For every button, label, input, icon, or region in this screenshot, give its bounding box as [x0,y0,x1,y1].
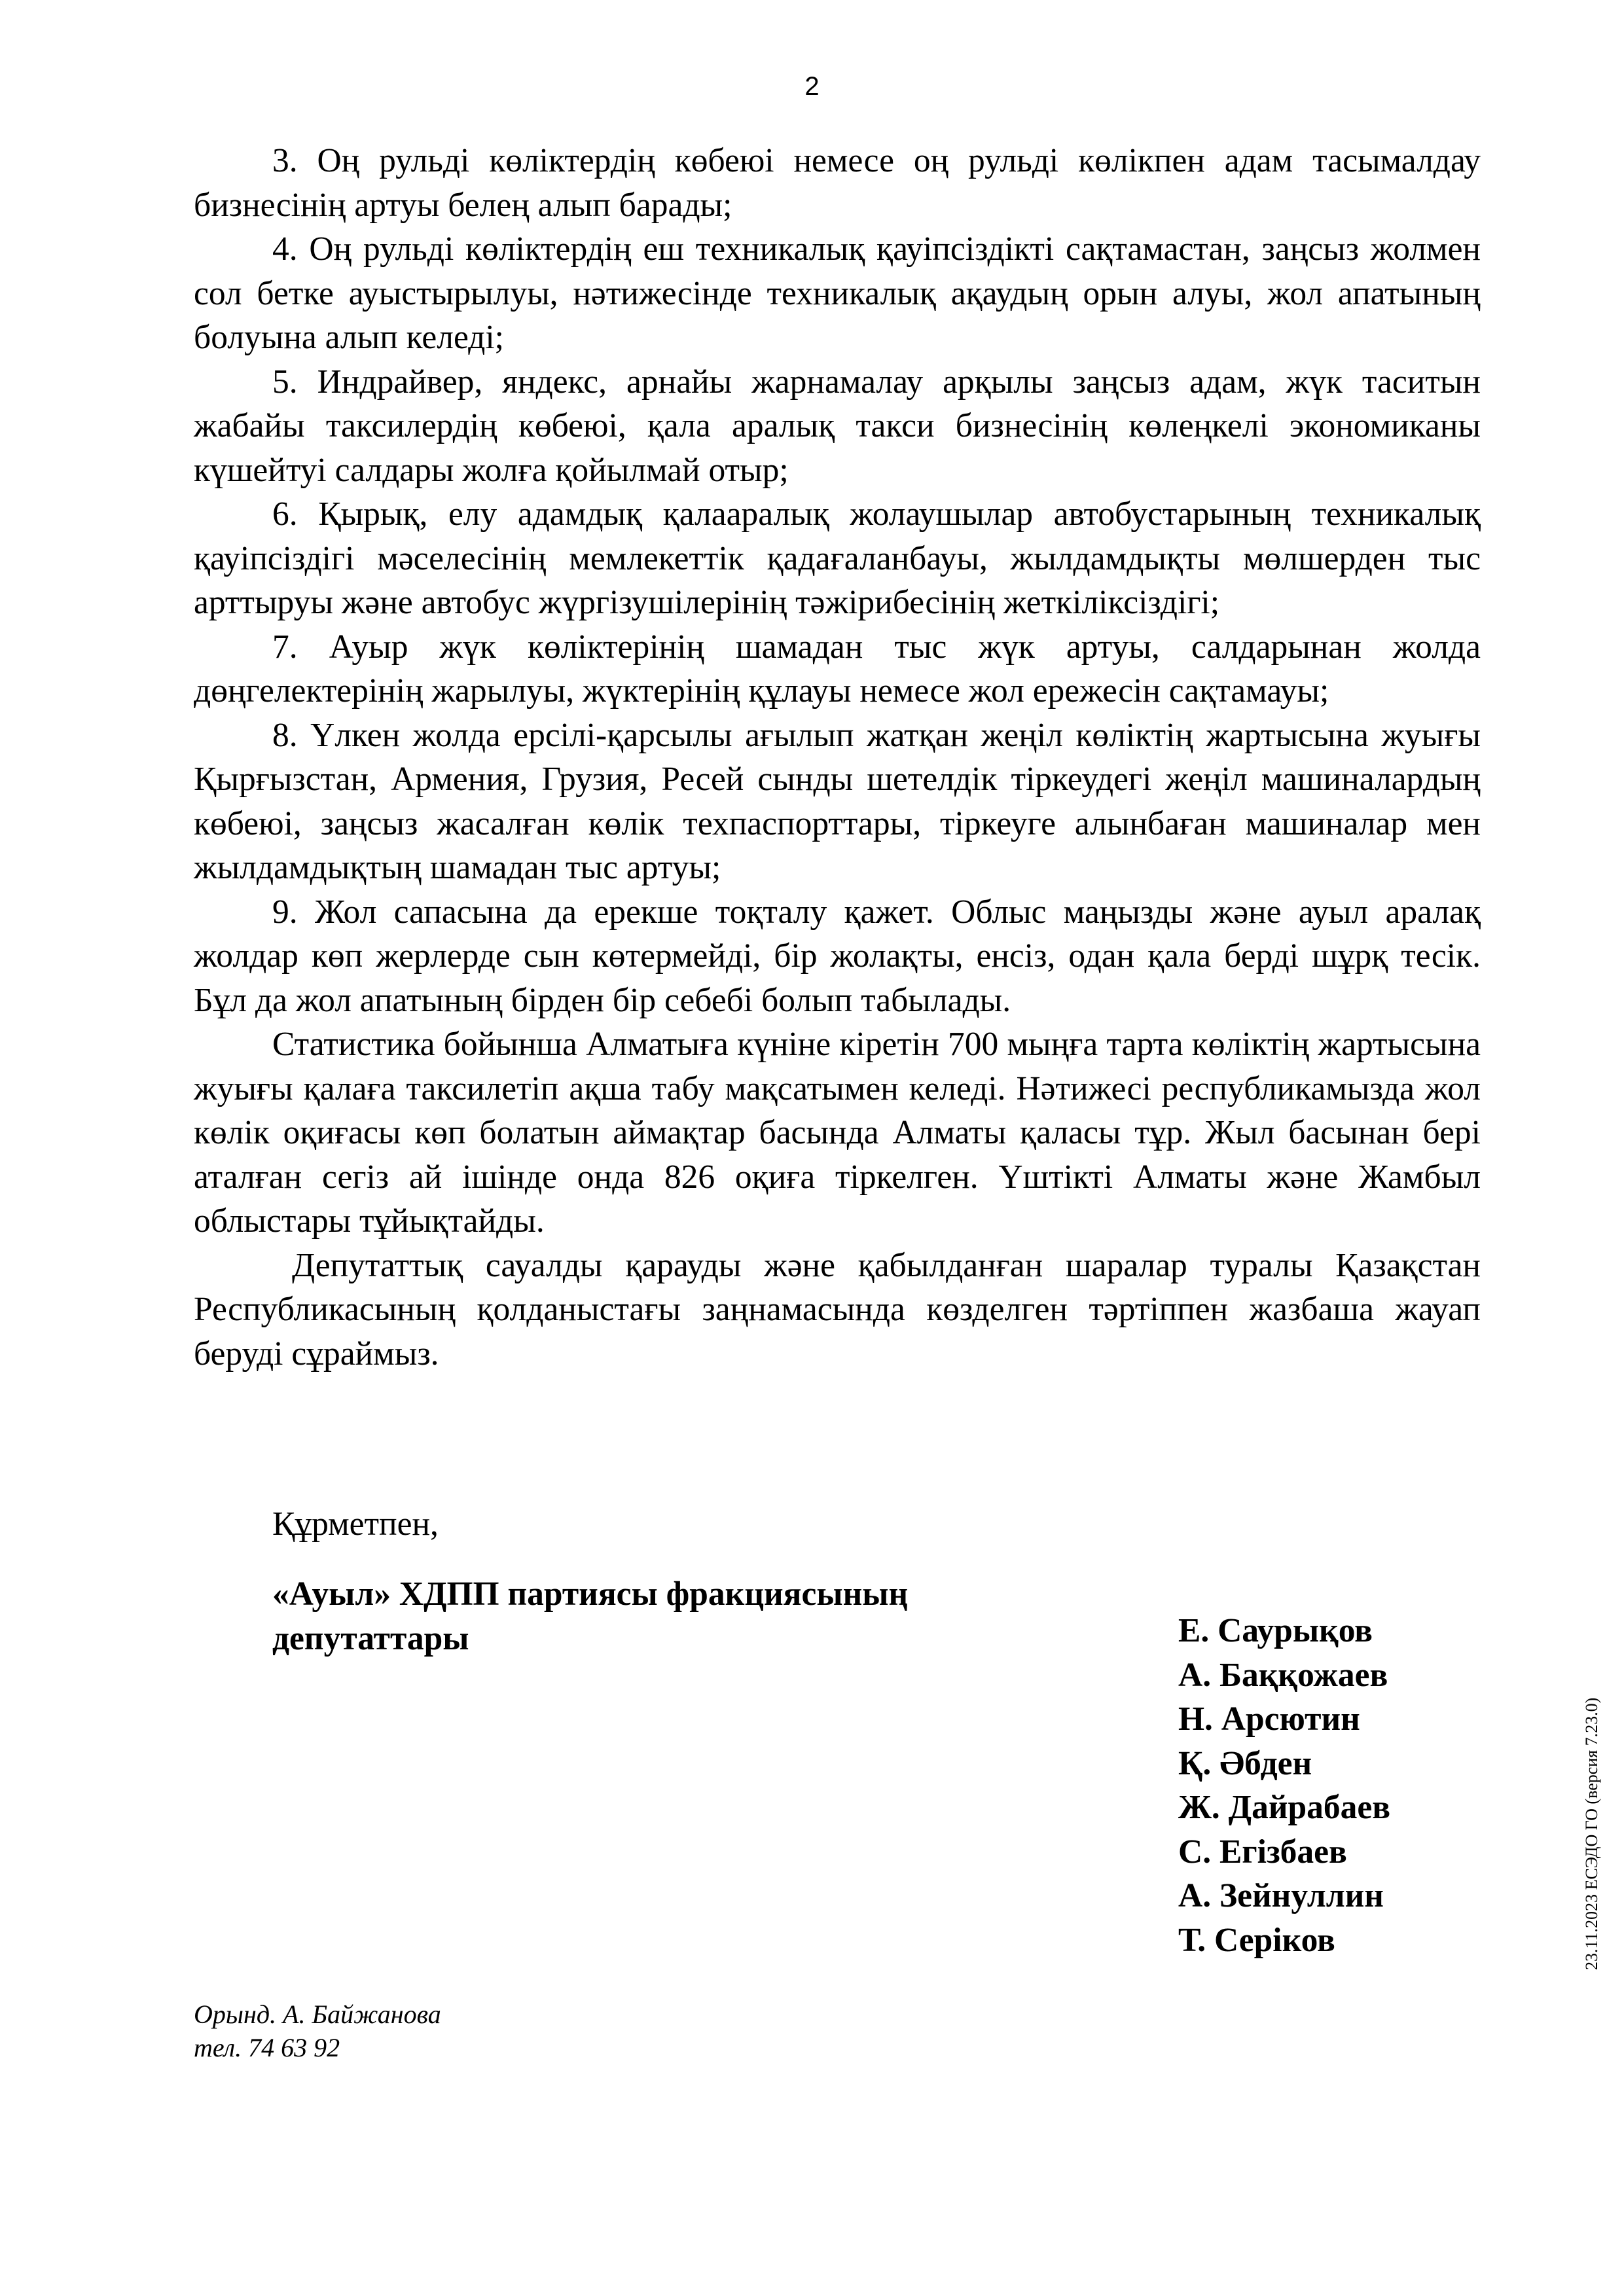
statistics-paragraph: Статистика бойынша Алматыға күніне кіретін 700 мыңға тарта көліктің жартысына жуығы қалаға таксилетіп ақша табу мақсатымен келеді. Нәтижесі республикамызда жол көлік оқиғасы көп болатын аймақтар басында Алматы қаласы тұр. Жыл басынан бері аталған сегіз ай ішінде онда 826 оқиға тіркелген. Үштікті Алматы және Жамбыл облыстары тұйықтайды. [194,1026,1481,1240]
signatory: С. Егізбаев [1178,1833,1347,1871]
page-number: 2 [804,72,820,101]
edms-side-stamp: 23.11.2023 ЕСЭДО ГО (версия 7.23.0) [1582,1697,1601,1970]
closing-salutation: Құрметпен, [272,1505,439,1543]
executor-info [194,1998,441,2064]
list-item-6: 6. Қырық, елу адамдық қалааралық жолаушылар автобустарының техникалық қауіпсіздігі мәселесінің мемлекеттік қадағаланбауы, жылдамдықты мөлшерден тыс арттыруы және автобус жүргізушілерінің тәжірибесінің жеткіліксіздігі; [194,495,1481,621]
signatory: А. Баққожаев [1178,1656,1388,1694]
signatory: Қ. Әбден [1178,1744,1312,1782]
signatory: Е. Саурықов [1178,1612,1373,1649]
faction-block [272,1572,1058,1660]
faction-name: «Ауыл» ХДПП партиясы фракциясының [272,1575,909,1613]
signatory: А. Зейнуллин [1178,1877,1384,1914]
executor-phone: тел. 74 63 92 [194,2033,340,2062]
list-item-8: 8. Үлкен жолда ерсілі-қарсылы ағылып жатқан жеңіл көліктің жартысына жуығы Қырғызстан, Армения, Грузия, Ресей сынды шетелдік тіркеудегі жеңіл машиналардың көбеюі, заңсыз жасалған көлік техпаспорттары, тіркеуге алынбаған машиналар мен жылдамдықтың шамадан тыс артуы; [194,716,1481,886]
body-text [194,139,1481,1376]
list-item-9: 9. Жол сапасына да ерекше тоқталу қажет. Облыс маңызды және ауыл аралақ жолдар көп жерлерде сын көтермейді, бір жолақты, енсіз, одан қала берді шұрқ тесік. Бұл да жол апатының бірден бір себебі болып табылады. [194,893,1481,1019]
request-paragraph: Депутаттық сауалды қарауды және қабылданған шаралар туралы Қазақстан Республикасының қолданыстағы заңнамасында көзделген тәртіппен жазбаша жауап беруді сұраймыз. [194,1246,1481,1372]
list-item-3: 3. Оң рульді көліктердің көбеюі немесе оң рульді көлікпен адам тасымалдау бизнесінің артуы белең алып барады; [194,142,1481,224]
list-item-4: 4. Оң рульді көліктердің еш техникалық қауіпсіздікті сақтамастан, заңсыз жолмен сол бетке ауыстырылуы, нәтижесінде техникалық ақаудың орын алуы, жол апатының болуына алып келеді; [194,230,1481,356]
executor-name: Орынд. А. Байжанова [194,2000,441,2029]
signatory: Ж. Дайрабаев [1178,1789,1391,1826]
signatory-list [1178,1609,1390,1962]
faction-deputies-label: депутаттары [272,1619,469,1657]
list-item-5: 5. Индрайвер, яндекс, арнайы жарнамалау арқылы заңсыз адам, жүк таситын жабайы таксилердің көбеюі, қала аралық такси бизнесінің көлеңкелі экономиканы күшейтуі салдары жолға қойылмай отыр; [194,363,1481,489]
signatory: Н. Арсютин [1178,1700,1360,1738]
signatory: Т. Серіков [1178,1921,1335,1959]
list-item-7: 7. Ауыр жүк көліктерінің шамадан тыс жүк артуы, салдарынан жолда дөңгелектерінің жарылуы, жүктерінің құлауы немесе жол ережесін сақтамауы; [194,628,1481,709]
